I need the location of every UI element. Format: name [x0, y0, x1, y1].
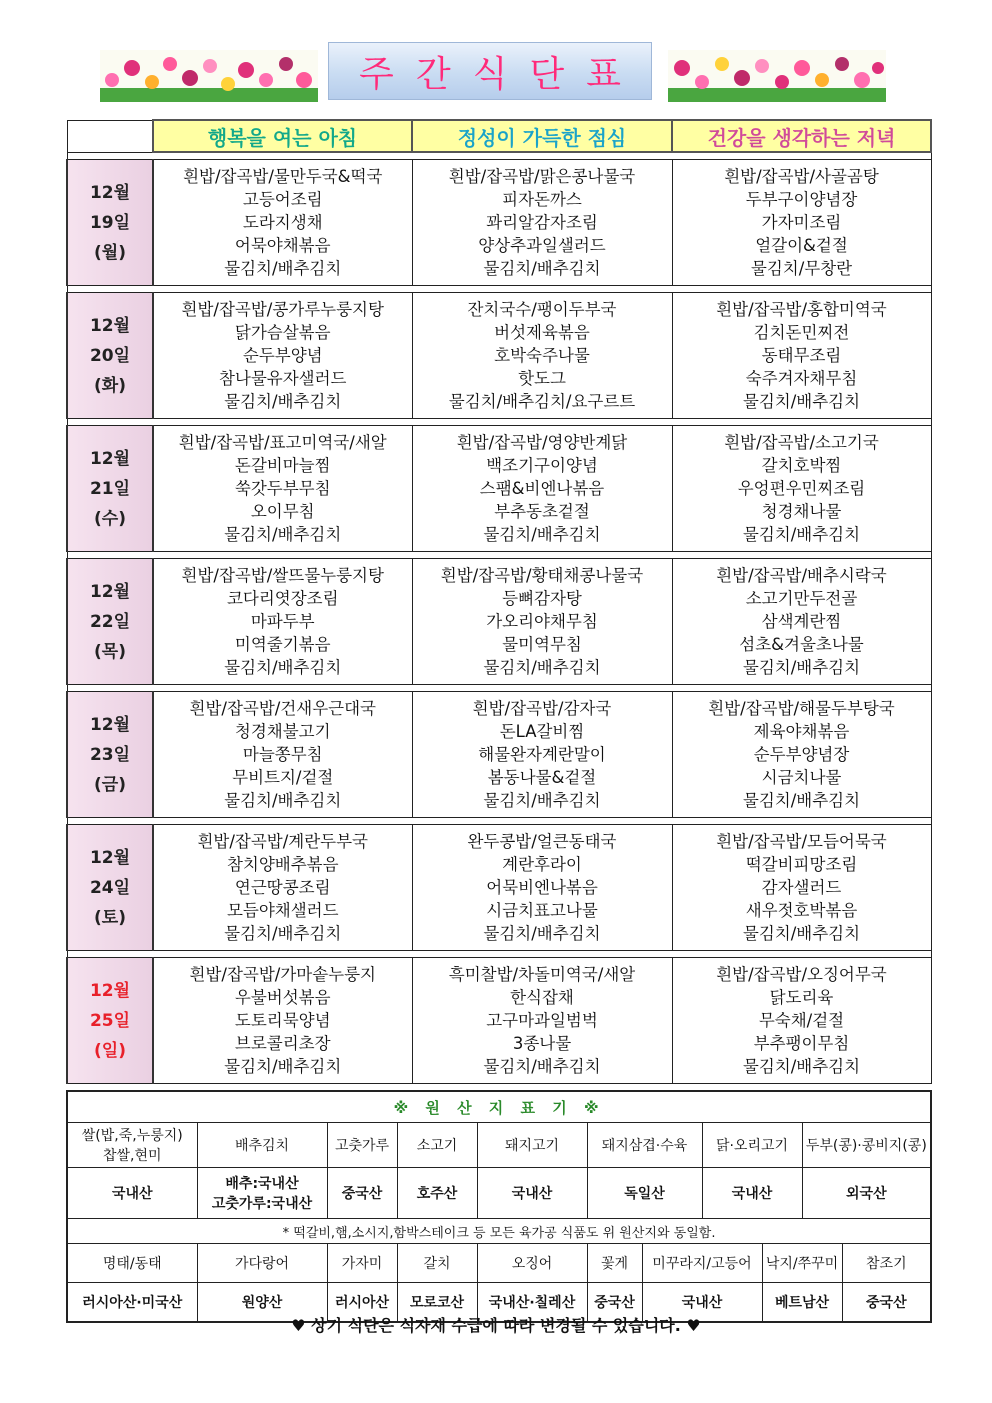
title-banner — [100, 42, 890, 104]
row-spacer — [67, 552, 931, 559]
menu-item: 닭가슴살볶음 — [234, 323, 331, 342]
page-title-text: 주간식단표 — [359, 53, 643, 95]
menu-item: 흰밥/잡곡밥/표고미역국/새알 — [178, 433, 387, 452]
lunch-menu — [412, 293, 672, 419]
menu-item: 물김치/배추김치/요구르트 — [448, 392, 636, 411]
menu-item: 물김치/배추김치 — [224, 259, 342, 278]
origin-label: 미꾸라지/고등어 — [642, 1244, 762, 1283]
row-spacer — [67, 152, 931, 160]
menu-item: 모듬야채샐러드 — [226, 901, 339, 920]
origin-value: 모로코산 — [397, 1283, 477, 1323]
menu-item: 흰밥/잡곡밥/모듬어묵국 — [716, 832, 887, 851]
origin-label: 돼지삼겹·수육 — [587, 1123, 702, 1168]
day-row — [67, 958, 931, 1084]
day-row — [67, 426, 931, 552]
day-label — [67, 958, 153, 1084]
menu-item: 연근땅콩조림 — [234, 878, 331, 897]
menu-item: 부추팽이무침 — [753, 1034, 850, 1053]
menu-item: 돈LA갈비찜 — [499, 722, 585, 741]
menu-item: 물김치/배추김치 — [483, 525, 601, 544]
lunch-header — [412, 120, 672, 152]
menu-item: 물미역무침 — [502, 635, 582, 654]
menu-item: 순두부양념 — [242, 346, 323, 365]
day-label — [67, 559, 153, 685]
lunch-header-text: 정성이 가득한 — [457, 125, 588, 150]
menu-item: 백조기구이양념 — [486, 456, 598, 475]
dinner-menu — [672, 426, 931, 552]
menu-item: 물김치/배추김치 — [483, 259, 601, 278]
origin-value: 베트남산 — [762, 1283, 842, 1323]
origin-value-kimchi — [197, 1168, 327, 1219]
menu-item: 제육야채볶음 — [753, 722, 850, 741]
day-dow: (월) — [94, 242, 126, 263]
origin-label: 가다랑어 — [197, 1244, 327, 1283]
menu-item: 물김치/배추김치 — [224, 791, 342, 810]
menu-item: 스팸&비엔나볶음 — [479, 479, 605, 498]
dinner-menu — [672, 293, 931, 419]
menu-item: 도라지생채 — [242, 213, 323, 232]
menu-item: 흰밥/잡곡밥/영양반계닭 — [456, 433, 628, 452]
menu-item: 물김치/배추김치 — [742, 791, 861, 810]
row-spacer-cell — [67, 286, 931, 293]
origin-caption: ※ 원 산 지 표 기 ※ — [67, 1091, 931, 1123]
day-date: 20일 — [89, 345, 131, 366]
day-date: 25일 — [89, 1010, 131, 1031]
day-month: 12월 — [89, 714, 131, 735]
origin-label-rice-1: 쌀(밥,죽,누룽지) — [81, 1128, 183, 1144]
row-spacer — [67, 286, 931, 293]
dinner-header — [672, 120, 931, 152]
day-month: 12월 — [89, 847, 131, 868]
menu-item: 흰밥/잡곡밥/가마솥누룽지 — [189, 965, 376, 984]
day-date: 21일 — [89, 478, 131, 499]
day-month: 12월 — [89, 182, 131, 203]
menu-item: 흰밥/잡곡밥/소고기국 — [724, 433, 879, 452]
day-dow: (일) — [94, 1040, 126, 1061]
day-dow: (금) — [94, 774, 126, 795]
dinner-menu — [672, 692, 931, 818]
origin-value-kimchi-1: 배추:국내산 — [225, 1176, 299, 1192]
menu-item: 흰밥/잡곡밥/계란두부국 — [197, 832, 368, 851]
origin-note: * 떡갈비,햄,소시지,함박스테이크 등 모든 육가공 식품도 위 원산지와 동일함. — [67, 1219, 931, 1244]
menu-item: 핫도그 — [518, 369, 566, 388]
day-date: 23일 — [89, 744, 131, 765]
menu-item: 얼갈이&겉절 — [755, 236, 848, 255]
origin-label: 소고기 — [397, 1123, 477, 1168]
menu-item: 3종나물 — [512, 1034, 572, 1053]
lunch-header-bold: 점심 — [587, 125, 627, 150]
menu-item: 마파두부 — [250, 612, 315, 631]
day-month: 12월 — [89, 980, 131, 1001]
menu-item: 흰밥/잡곡밥/감자국 — [472, 699, 612, 718]
menu-item: 흰밥/잡곡밥/배추시락국 — [716, 566, 887, 585]
menu-item: 도토리묵양념 — [234, 1011, 331, 1030]
breakfast-menu — [153, 160, 412, 286]
origin-value: 러시아산·미국산 — [67, 1283, 197, 1323]
menu-item: 물김치/배추김치 — [224, 392, 342, 411]
dinner-menu — [672, 958, 931, 1084]
footer-notice: ♥ 상기 식단은 식자재 수급에 따라 변경될 수 있습니다. ♥ — [291, 1316, 701, 1335]
row-spacer — [67, 951, 931, 958]
menu-item: 시금치표고나물 — [486, 901, 598, 920]
origin-table — [66, 1090, 932, 1323]
menu-item: 떡갈비피망조림 — [745, 855, 858, 874]
menu-item: 돈갈비마늘찜 — [234, 456, 331, 475]
menu-item: 등뼈감자탕 — [502, 589, 582, 608]
menu-item: 미역줄기볶음 — [234, 635, 331, 654]
menu-item: 숙주겨자채무침 — [745, 369, 858, 388]
menu-item: 흰밥/잡곡밥/황태채콩나물국 — [440, 566, 644, 585]
menu-item: 우엉편우민찌조림 — [737, 479, 866, 498]
weekly-menu-table — [66, 119, 932, 1084]
menu-item: 호박숙주나물 — [494, 346, 590, 365]
day-date: 24일 — [89, 877, 131, 898]
breakfast-menu — [153, 958, 412, 1084]
menu-item: 청경채불고기 — [234, 722, 331, 741]
menu-item: 순두부양념장 — [753, 745, 850, 764]
day-label — [67, 692, 153, 818]
day-label — [67, 825, 153, 951]
origin-value: 호주산 — [397, 1168, 477, 1219]
origin-value: 국내산 — [477, 1168, 587, 1219]
origin-value: 원양산 — [197, 1283, 327, 1323]
menu-item: 흰밥/잡곡밥/쌀뜨물누룽지탕 — [181, 566, 384, 585]
origin-label: 명태/동태 — [67, 1244, 197, 1283]
menu-item: 오이무침 — [250, 502, 315, 521]
menu-item: 물김치/배추김치 — [224, 924, 342, 943]
menu-item: 무비트지/겉절 — [232, 768, 334, 787]
flower-decoration-left — [100, 50, 318, 102]
origin-row1-values — [67, 1168, 931, 1219]
menu-item: 부추동초겉절 — [494, 502, 590, 521]
menu-item: 브로콜리초장 — [234, 1034, 331, 1053]
menu-item: 흰밥/잡곡밥/해물두부탕국 — [708, 699, 895, 718]
menu-item: 어묵비엔나볶음 — [486, 878, 598, 897]
dinner-menu — [672, 559, 931, 685]
day-row — [67, 559, 931, 685]
origin-label: 두부(콩)·콩비지(콩) — [802, 1123, 931, 1168]
menu-item: 흰밥/잡곡밥/오징어무국 — [716, 965, 887, 984]
menu-item: 흑미찰밥/차돌미역국/새알 — [448, 965, 636, 984]
day-dow: (목) — [94, 641, 126, 662]
lunch-menu — [412, 426, 672, 552]
menu-item: 물김치/배추김치 — [742, 392, 861, 411]
menu-item: 소고기만두전골 — [745, 589, 858, 608]
breakfast-menu — [153, 293, 412, 419]
menu-item: 물김치/배추김치 — [742, 525, 861, 544]
menu-item: 흰밥/잡곡밥/콩가루누룽지탕 — [181, 300, 384, 319]
row-spacer-cell — [67, 951, 931, 958]
dinner-header-text: 건강을 생각하는 — [707, 125, 857, 150]
origin-value: 중국산 — [842, 1283, 931, 1323]
day-month: 12월 — [89, 315, 131, 336]
day-row — [67, 293, 931, 419]
lunch-menu — [412, 692, 672, 818]
menu-item: 닭도리육 — [769, 988, 834, 1007]
menu-item: 어묵야채볶음 — [234, 236, 331, 255]
day-month: 12월 — [89, 581, 131, 602]
menu-item: 갈치호박찜 — [761, 456, 842, 475]
origin-label: 갈치 — [397, 1244, 477, 1283]
breakfast-menu — [153, 426, 412, 552]
origin-label: 가자미 — [327, 1244, 397, 1283]
origin-label: 배추김치 — [197, 1123, 327, 1168]
menu-item: 계란후라이 — [502, 855, 582, 874]
breakfast-header-text: 행복을 여는 — [207, 125, 319, 150]
day-row — [67, 825, 931, 951]
breakfast-header-bold: 아침 — [318, 125, 358, 150]
menu-item: 버섯제육볶음 — [494, 323, 590, 342]
day-dow: (화) — [94, 375, 126, 396]
menu-item: 물김치/배추김치 — [742, 1057, 861, 1076]
menu-item: 동태무조림 — [761, 346, 842, 365]
menu-item: 물김치/배추김치 — [742, 924, 861, 943]
menu-item: 참나물유자샐러드 — [218, 369, 347, 388]
menu-item: 우불버섯볶음 — [234, 988, 331, 1007]
menu-item: 고구마과일범벅 — [486, 1011, 598, 1030]
menu-item: 참치양배추볶음 — [226, 855, 339, 874]
menu-item: 김치돈민찌전 — [753, 323, 850, 342]
menu-item: 흰밥/잡곡밥/물만두국&떡국 — [183, 167, 383, 186]
row-spacer — [67, 419, 931, 426]
menu-item: 봄동나물&겉절 — [487, 768, 597, 787]
origin-label-rice — [67, 1123, 197, 1168]
day-label — [67, 426, 153, 552]
menu-item: 한식잡채 — [510, 988, 574, 1007]
menu-item: 물김치/배추김치 — [483, 924, 601, 943]
menu-item: 흰밥/잡곡밥/사골곰탕 — [724, 167, 879, 186]
menu-item: 꽈리알감자조림 — [486, 213, 598, 232]
origin-label: 돼지고기 — [477, 1123, 587, 1168]
menu-item: 감자샐러드 — [761, 878, 842, 897]
day-dow: (수) — [94, 508, 126, 529]
menu-header-row — [67, 120, 931, 152]
menu-item: 두부구이양념장 — [745, 190, 858, 209]
origin-value: 독일산 — [587, 1168, 702, 1219]
menu-item: 완두콩밥/얼큰동태국 — [467, 832, 617, 851]
breakfast-header — [153, 120, 412, 152]
day-row — [67, 692, 931, 818]
dinner-menu — [672, 160, 931, 286]
menu-item: 잔치국수/팽이두부국 — [467, 300, 617, 319]
menu-item: 물김치/무창란 — [750, 259, 853, 278]
day-dow: (토) — [94, 907, 126, 928]
row-spacer — [67, 818, 931, 825]
origin-value: 국내산·칠레산 — [477, 1283, 587, 1323]
menu-item: 섬초&겨울초나물 — [739, 635, 864, 654]
lunch-menu — [412, 958, 672, 1084]
menu-item: 코다리엿장조림 — [226, 589, 339, 608]
dinner-header-bold: 저녁 — [856, 125, 896, 150]
row-spacer-cell — [67, 419, 931, 426]
menu-item: 무숙채/겉절 — [758, 1011, 845, 1030]
origin-label: 참조기 — [842, 1244, 931, 1283]
lunch-menu — [412, 559, 672, 685]
menu-item: 고등어조림 — [242, 190, 323, 209]
lunch-menu — [412, 825, 672, 951]
day-row — [67, 160, 931, 286]
origin-value: 중국산 — [327, 1168, 397, 1219]
origin-value: 국내산 — [702, 1168, 802, 1219]
origin-value: 외국산 — [802, 1168, 931, 1219]
origin-label: 낙지/쭈꾸미 — [762, 1244, 842, 1283]
menu-item: 양상추과일샐러드 — [478, 236, 606, 255]
menu-item: 물김치/배추김치 — [483, 1057, 601, 1076]
menu-item: 피자돈까스 — [502, 190, 582, 209]
row-spacer-cell — [67, 685, 931, 692]
breakfast-menu — [153, 825, 412, 951]
origin-value: 러시아산 — [327, 1283, 397, 1323]
origin-label: 고춧가루 — [327, 1123, 397, 1168]
flower-decoration-right — [668, 50, 886, 102]
row-spacer-cell — [67, 818, 931, 825]
day-month: 12월 — [89, 448, 131, 469]
breakfast-menu — [153, 559, 412, 685]
origin-value-kimchi-2: 고춧가루:국내산 — [211, 1196, 313, 1212]
menu-item: 물김치/배추김치 — [483, 658, 601, 677]
origin-row1-labels — [67, 1123, 931, 1168]
menu-item: 흰밥/잡곡밥/건새우근대국 — [189, 699, 376, 718]
menu-item: 물김치/배추김치 — [224, 658, 342, 677]
day-date: 22일 — [89, 611, 131, 632]
menu-body — [67, 152, 931, 1084]
menu-item: 쑥갓두부무침 — [234, 479, 331, 498]
origin-label-rice-2: 찹쌀,현미 — [102, 1148, 162, 1164]
menu-item: 가자미조림 — [761, 213, 842, 232]
origin-row2-labels — [67, 1244, 931, 1283]
menu-item: 물김치/배추김치 — [483, 791, 601, 810]
menu-item: 새우젓호박볶음 — [745, 901, 858, 920]
row-spacer-cell — [67, 552, 931, 559]
origin-value: 국내산 — [642, 1283, 762, 1323]
menu-item: 해물완자계란말이 — [478, 745, 606, 764]
menu-item: 흰밥/잡곡밥/맑은콩나물국 — [448, 167, 636, 186]
row-spacer — [67, 685, 931, 692]
menu-item: 물김치/배추김치 — [742, 658, 861, 677]
day-date: 19일 — [89, 212, 131, 233]
corner-cell — [67, 120, 153, 152]
page-title — [328, 42, 652, 100]
menu-item: 삼색계란찜 — [761, 612, 842, 631]
day-label — [67, 293, 153, 419]
menu-item: 청경채나물 — [761, 502, 842, 521]
menu-item: 마늘쫑무침 — [242, 745, 323, 764]
origin-label: 닭·오리고기 — [702, 1123, 802, 1168]
dinner-menu — [672, 825, 931, 951]
origin-label: 오징어 — [477, 1244, 587, 1283]
origin-label: 꽃게 — [587, 1244, 642, 1283]
menu-item: 물김치/배추김치 — [224, 525, 342, 544]
day-label — [67, 160, 153, 286]
breakfast-menu — [153, 692, 412, 818]
menu-item: 가오리야채무침 — [486, 612, 598, 631]
row-spacer-cell — [67, 152, 931, 160]
menu-item: 흰밥/잡곡밥/홍합미역국 — [716, 300, 887, 319]
menu-item: 물김치/배추김치 — [224, 1057, 342, 1076]
origin-value: 국내산 — [67, 1168, 197, 1219]
lunch-menu — [412, 160, 672, 286]
menu-item: 시금치나물 — [761, 768, 842, 787]
origin-value: 중국산 — [587, 1283, 642, 1323]
